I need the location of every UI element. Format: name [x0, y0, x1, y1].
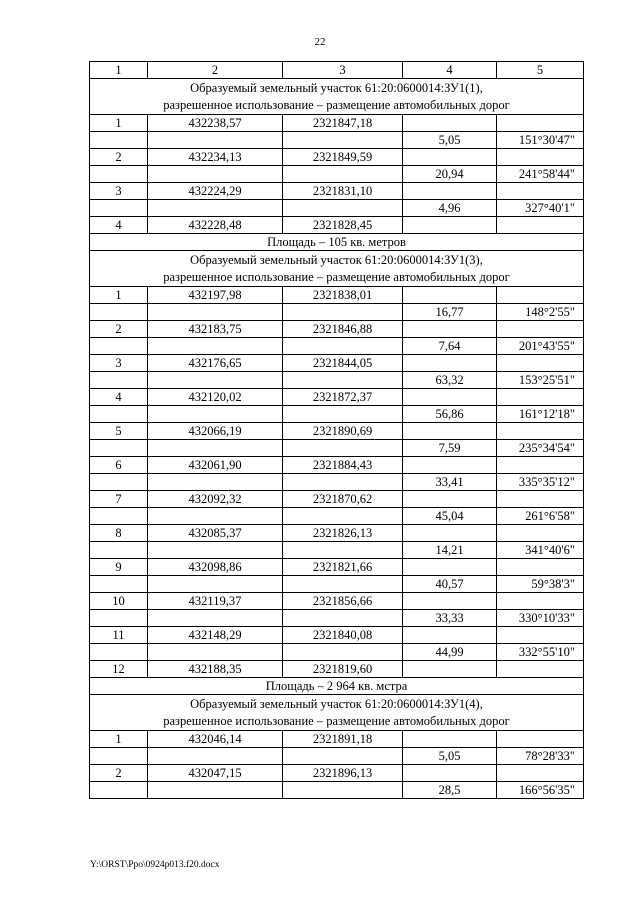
empty-cell — [148, 200, 283, 217]
empty-cell — [90, 166, 148, 183]
y-coordinate: 2321847,18 — [283, 115, 403, 132]
empty-cell — [90, 748, 148, 765]
section-title — [90, 79, 584, 115]
empty-cell — [497, 149, 584, 166]
empty-cell — [148, 474, 283, 491]
point-row — [90, 423, 584, 440]
header-cell-1: 1 — [90, 62, 148, 79]
direction-angle: 235°34'54" — [497, 440, 584, 457]
section-title-row — [90, 695, 584, 731]
point-number: 8 — [90, 525, 148, 542]
segment-row — [90, 338, 584, 355]
segment-row — [90, 406, 584, 423]
empty-cell — [283, 440, 403, 457]
empty-cell — [90, 474, 148, 491]
x-coordinate: 432047,15 — [148, 765, 283, 782]
point-number: 11 — [90, 627, 148, 644]
area-text: Площадь – 105 кв. метров — [90, 234, 584, 251]
empty-cell — [403, 765, 497, 782]
point-number: 2 — [90, 149, 148, 166]
empty-cell — [403, 731, 497, 748]
x-coordinate: 432119,37 — [148, 593, 283, 610]
segment-row — [90, 610, 584, 627]
segment-row — [90, 474, 584, 491]
direction-angle: 151°30'47" — [497, 132, 584, 149]
x-coordinate: 432148,29 — [148, 627, 283, 644]
empty-cell — [90, 200, 148, 217]
point-number: 2 — [90, 765, 148, 782]
section-title-row — [90, 251, 584, 287]
y-coordinate: 2321838,01 — [283, 287, 403, 304]
section-title — [90, 251, 584, 287]
section-title-line: Образуемый земельный участок 61:20:0600014:ЗУ1(3), — [190, 252, 483, 267]
segment-row — [90, 440, 584, 457]
empty-cell — [403, 661, 497, 678]
table-body — [90, 79, 584, 799]
empty-cell — [283, 304, 403, 321]
point-number: 7 — [90, 491, 148, 508]
y-coordinate: 2321840,08 — [283, 627, 403, 644]
segment-length: 45,04 — [403, 508, 497, 525]
direction-angle: 161°12'18" — [497, 406, 584, 423]
empty-cell — [403, 389, 497, 406]
section-title-line: Образуемый земельный участок 61:20:0600014:ЗУ1(1), — [190, 80, 483, 95]
empty-cell — [497, 525, 584, 542]
empty-cell — [403, 559, 497, 576]
segment-row — [90, 542, 584, 559]
point-number: 12 — [90, 661, 148, 678]
segment-length: 16,77 — [403, 304, 497, 321]
point-number: 4 — [90, 217, 148, 234]
empty-cell — [148, 748, 283, 765]
empty-cell — [90, 372, 148, 389]
table-header-row — [90, 62, 584, 79]
x-coordinate: 432224,29 — [148, 183, 283, 200]
header-cell-5: 5 — [497, 62, 584, 79]
segment-length: 28,5 — [403, 782, 497, 799]
direction-angle: 330°10'33" — [497, 610, 584, 627]
y-coordinate: 2321872,37 — [283, 389, 403, 406]
empty-cell — [283, 782, 403, 799]
y-coordinate: 2321826,13 — [283, 525, 403, 542]
point-number: 2 — [90, 321, 148, 338]
empty-cell — [148, 166, 283, 183]
footer-file-path: Y:\ORST\Ppo\0924p013.f20.docx — [90, 860, 220, 870]
empty-cell — [148, 508, 283, 525]
empty-cell — [90, 576, 148, 593]
x-coordinate: 432092,32 — [148, 491, 283, 508]
empty-cell — [403, 525, 497, 542]
empty-cell — [497, 355, 584, 372]
segment-row — [90, 200, 584, 217]
empty-cell — [283, 508, 403, 525]
point-number: 6 — [90, 457, 148, 474]
segment-length: 7,64 — [403, 338, 497, 355]
empty-cell — [497, 731, 584, 748]
segment-row — [90, 132, 584, 149]
empty-cell — [90, 782, 148, 799]
empty-cell — [148, 304, 283, 321]
section-title-line: разрешенное использование – размещение автомобильных дорог — [163, 713, 510, 728]
direction-angle: 166°56'35" — [497, 782, 584, 799]
point-row — [90, 525, 584, 542]
point-row — [90, 217, 584, 234]
area-row — [90, 234, 584, 251]
segment-row — [90, 748, 584, 765]
empty-cell — [90, 406, 148, 423]
section-title-row — [90, 79, 584, 115]
empty-cell — [90, 338, 148, 355]
direction-angle: 59°38'3" — [497, 576, 584, 593]
empty-cell — [497, 559, 584, 576]
empty-cell — [497, 287, 584, 304]
section-title-line: разрешенное использование – размещение автомобильных дорог — [163, 97, 510, 112]
direction-angle: 335°35'12" — [497, 474, 584, 491]
empty-cell — [148, 440, 283, 457]
empty-cell — [403, 423, 497, 440]
empty-cell — [283, 474, 403, 491]
point-row — [90, 593, 584, 610]
point-number: 3 — [90, 355, 148, 372]
segment-row — [90, 372, 584, 389]
empty-cell — [283, 748, 403, 765]
empty-cell — [403, 593, 497, 610]
area-text: Площадь – 2 964 кв. мстра — [90, 678, 584, 695]
empty-cell — [403, 321, 497, 338]
x-coordinate: 432098,86 — [148, 559, 283, 576]
empty-cell — [283, 372, 403, 389]
empty-cell — [497, 627, 584, 644]
direction-angle: 332°55'10" — [497, 644, 584, 661]
empty-cell — [148, 132, 283, 149]
y-coordinate: 2321890,69 — [283, 423, 403, 440]
direction-angle: 153°25'51" — [497, 372, 584, 389]
section-title-line: Образуемый земельный участок 61:20:0600014:ЗУ1(4), — [190, 696, 483, 711]
direction-angle: 261°6'58" — [497, 508, 584, 525]
segment-row — [90, 782, 584, 799]
y-coordinate: 2321819,60 — [283, 661, 403, 678]
point-row — [90, 731, 584, 748]
y-coordinate: 2321896,13 — [283, 765, 403, 782]
empty-cell — [497, 491, 584, 508]
direction-angle: 341°40'6" — [497, 542, 584, 559]
empty-cell — [148, 406, 283, 423]
point-number: 1 — [90, 287, 148, 304]
empty-cell — [90, 610, 148, 627]
segment-row — [90, 166, 584, 183]
coordinates-table — [89, 61, 584, 799]
empty-cell — [497, 457, 584, 474]
point-row — [90, 183, 584, 200]
empty-cell — [497, 423, 584, 440]
empty-cell — [497, 593, 584, 610]
point-number: 10 — [90, 593, 148, 610]
empty-cell — [148, 542, 283, 559]
empty-cell — [497, 661, 584, 678]
point-number: 1 — [90, 115, 148, 132]
point-row — [90, 321, 584, 338]
point-row — [90, 149, 584, 166]
point-row — [90, 287, 584, 304]
empty-cell — [283, 610, 403, 627]
empty-cell — [403, 491, 497, 508]
segment-length: 5,05 — [403, 132, 497, 149]
empty-cell — [90, 644, 148, 661]
empty-cell — [403, 627, 497, 644]
empty-cell — [283, 644, 403, 661]
empty-cell — [283, 406, 403, 423]
empty-cell — [283, 132, 403, 149]
empty-cell — [90, 132, 148, 149]
y-coordinate: 2321891,18 — [283, 731, 403, 748]
y-coordinate: 2321821,66 — [283, 559, 403, 576]
empty-cell — [403, 149, 497, 166]
empty-cell — [283, 200, 403, 217]
segment-length: 4,96 — [403, 200, 497, 217]
section-title-line: разрешенное использование – размещение автомобильных дорог — [163, 269, 510, 284]
segment-length: 7,59 — [403, 440, 497, 457]
empty-cell — [90, 508, 148, 525]
segment-length: 44,99 — [403, 644, 497, 661]
point-number: 3 — [90, 183, 148, 200]
x-coordinate: 432228,48 — [148, 217, 283, 234]
empty-cell — [283, 576, 403, 593]
empty-cell — [497, 217, 584, 234]
segment-row — [90, 304, 584, 321]
empty-cell — [148, 610, 283, 627]
segment-row — [90, 508, 584, 525]
y-coordinate: 2321870,62 — [283, 491, 403, 508]
x-coordinate: 432183,75 — [148, 321, 283, 338]
empty-cell — [403, 457, 497, 474]
point-number: 5 — [90, 423, 148, 440]
empty-cell — [497, 321, 584, 338]
x-coordinate: 432234,13 — [148, 149, 283, 166]
point-row — [90, 765, 584, 782]
x-coordinate: 432176,65 — [148, 355, 283, 372]
segment-length: 20,94 — [403, 166, 497, 183]
x-coordinate: 432120,02 — [148, 389, 283, 406]
point-row — [90, 559, 584, 576]
empty-cell — [283, 166, 403, 183]
page-number: 22 — [314, 36, 326, 48]
point-row — [90, 661, 584, 678]
y-coordinate: 2321831,10 — [283, 183, 403, 200]
header-cell-2: 2 — [148, 62, 283, 79]
segment-length: 5,05 — [403, 748, 497, 765]
empty-cell — [90, 542, 148, 559]
point-row — [90, 355, 584, 372]
empty-cell — [283, 542, 403, 559]
empty-cell — [403, 355, 497, 372]
point-row — [90, 457, 584, 474]
x-coordinate: 432197,98 — [148, 287, 283, 304]
empty-cell — [403, 183, 497, 200]
y-coordinate: 2321849,59 — [283, 149, 403, 166]
direction-angle: 201°43'55" — [497, 338, 584, 355]
y-coordinate: 2321884,43 — [283, 457, 403, 474]
point-number: 1 — [90, 731, 148, 748]
empty-cell — [403, 217, 497, 234]
header-cell-3: 3 — [283, 62, 403, 79]
empty-cell — [148, 372, 283, 389]
empty-cell — [148, 644, 283, 661]
point-row — [90, 389, 584, 406]
empty-cell — [497, 389, 584, 406]
area-row — [90, 678, 584, 695]
segment-length: 40,57 — [403, 576, 497, 593]
point-number: 9 — [90, 559, 148, 576]
x-coordinate: 432046,14 — [148, 731, 283, 748]
point-row — [90, 627, 584, 644]
segment-length: 33,41 — [403, 474, 497, 491]
empty-cell — [90, 304, 148, 321]
segment-length: 63,32 — [403, 372, 497, 389]
header-cell-4: 4 — [403, 62, 497, 79]
x-coordinate: 432066,19 — [148, 423, 283, 440]
x-coordinate: 432238,57 — [148, 115, 283, 132]
y-coordinate: 2321844,05 — [283, 355, 403, 372]
empty-cell — [497, 115, 584, 132]
y-coordinate: 2321828,45 — [283, 217, 403, 234]
empty-cell — [148, 576, 283, 593]
x-coordinate: 432061,90 — [148, 457, 283, 474]
direction-angle: 241°58'44" — [497, 166, 584, 183]
empty-cell — [403, 287, 497, 304]
empty-cell — [497, 765, 584, 782]
section-title — [90, 695, 584, 731]
x-coordinate: 432188,35 — [148, 661, 283, 678]
segment-row — [90, 644, 584, 661]
empty-cell — [148, 338, 283, 355]
point-row — [90, 491, 584, 508]
segment-length: 33,33 — [403, 610, 497, 627]
y-coordinate: 2321846,88 — [283, 321, 403, 338]
empty-cell — [148, 782, 283, 799]
direction-angle: 327°40'1" — [497, 200, 584, 217]
segment-length: 14,21 — [403, 542, 497, 559]
empty-cell — [283, 338, 403, 355]
empty-cell — [90, 440, 148, 457]
y-coordinate: 2321856,66 — [283, 593, 403, 610]
x-coordinate: 432085,37 — [148, 525, 283, 542]
point-number: 4 — [90, 389, 148, 406]
segment-length: 56,86 — [403, 406, 497, 423]
direction-angle: 78°28'33" — [497, 748, 584, 765]
direction-angle: 148°2'55" — [497, 304, 584, 321]
point-row — [90, 115, 584, 132]
segment-row — [90, 576, 584, 593]
empty-cell — [497, 183, 584, 200]
empty-cell — [403, 115, 497, 132]
